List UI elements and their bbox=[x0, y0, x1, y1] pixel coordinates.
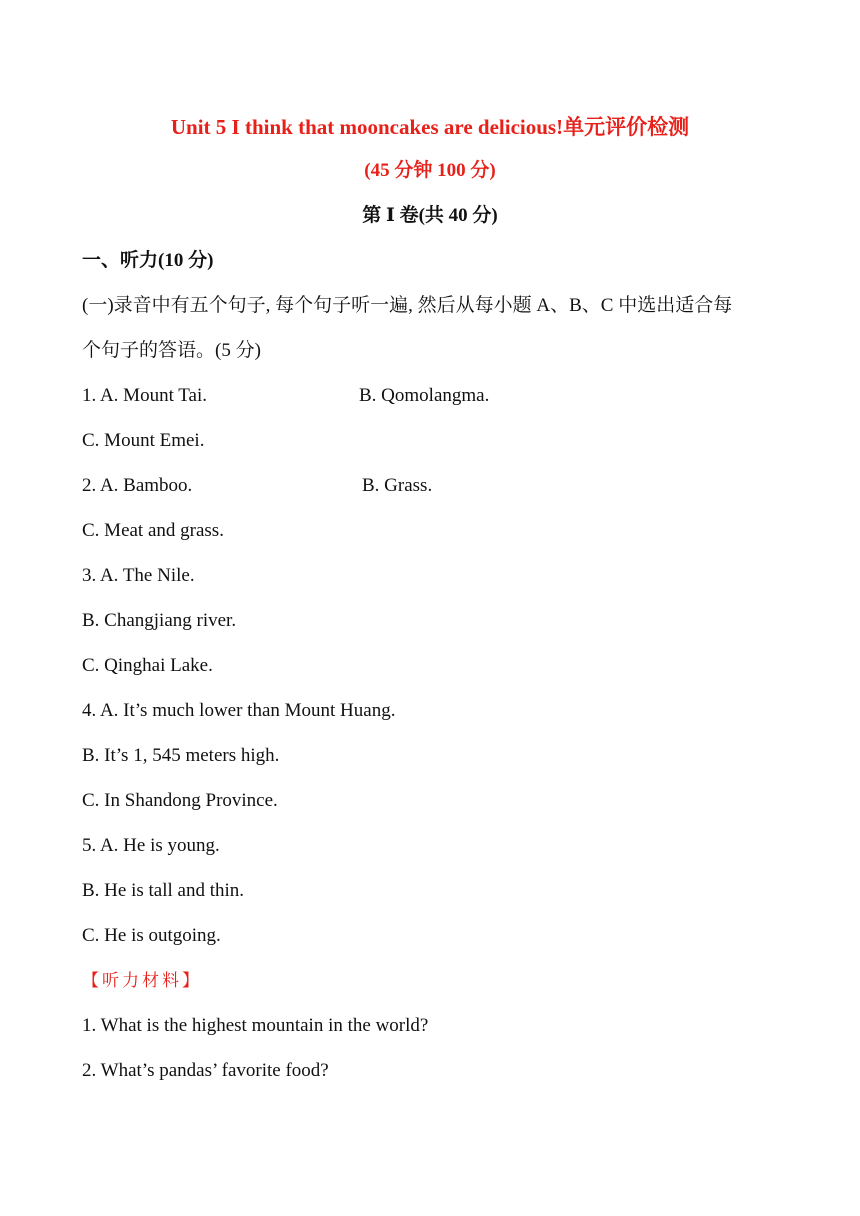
listening-material-label: 【听力材料】 bbox=[82, 971, 202, 991]
q3-option-c: C. Qinghai Lake. bbox=[82, 655, 213, 676]
q3-option-b: B. Changjiang river. bbox=[82, 610, 237, 631]
q5-option-a: 5. A. He is young. bbox=[82, 835, 220, 856]
q4-option-a: 4. A. It’s much lower than Mount Huang. bbox=[82, 700, 396, 721]
q4-option-b: B. It’s 1, 545 meters high. bbox=[82, 745, 280, 766]
section-heading-listening: 一、听力(10 分) bbox=[82, 250, 214, 271]
q1-option-a: 1. A. Mount Tai. bbox=[82, 385, 207, 406]
instruction-line-2: 个句子的答语。(5 分) bbox=[82, 340, 261, 361]
volume-heading: 第 Ⅰ 卷(共 40 分) bbox=[362, 205, 498, 226]
instruction-line-1: (一)录音中有五个句子, 每个句子听一遍, 然后从每小题 A、B、C 中选出适合每 bbox=[82, 295, 733, 316]
material-line-2: 2. What’s pandas’ favorite food? bbox=[82, 1060, 329, 1081]
q2-option-c: C. Meat and grass. bbox=[82, 520, 224, 541]
q1-option-b: B. Qomolangma. bbox=[359, 385, 490, 406]
q5-option-b: B. He is tall and thin. bbox=[82, 880, 245, 901]
page-title: Unit 5 I think that mooncakes are delicious!单元评价检测 bbox=[170, 115, 690, 139]
q2-option-b: B. Grass. bbox=[362, 475, 433, 496]
q2-option-a: 2. A. Bamboo. bbox=[82, 475, 193, 496]
q4-option-c: C. In Shandong Province. bbox=[82, 790, 278, 811]
material-line-1: 1. What is the highest mountain in the world? bbox=[82, 1015, 429, 1036]
q3-option-a: 3. A. The Nile. bbox=[82, 565, 195, 586]
time-score-line: (45 分钟 100 分) bbox=[364, 160, 496, 181]
q5-option-c: C. He is outgoing. bbox=[82, 925, 221, 946]
q1-option-c: C. Mount Emei. bbox=[82, 430, 205, 451]
